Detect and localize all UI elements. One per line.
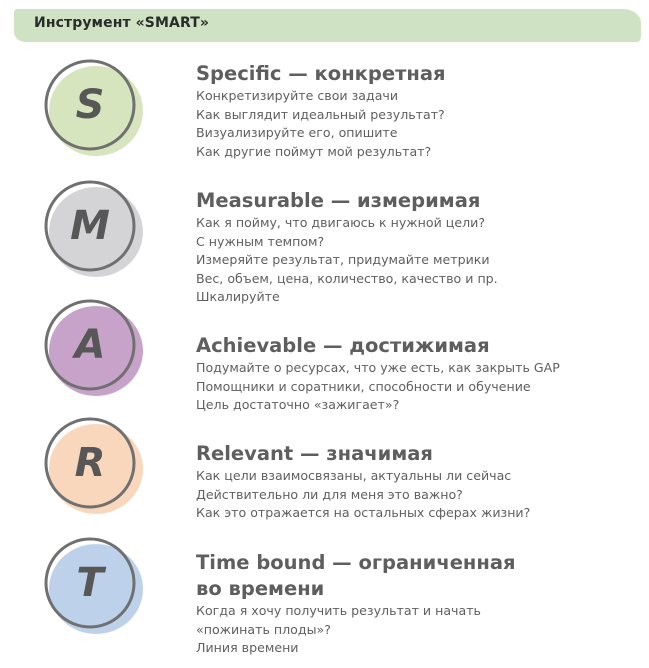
t-letter: T bbox=[76, 560, 104, 606]
measurable-line: Как я пойму, что двигаюсь к нужной цели? bbox=[196, 215, 486, 230]
measurable-line: Шкалируйте bbox=[196, 289, 280, 305]
s-letter: S bbox=[75, 82, 105, 128]
measurable-line: Измеряйте результат, придумайте метрики bbox=[196, 252, 490, 268]
specific-text bbox=[196, 61, 446, 161]
time-bound-text bbox=[196, 550, 516, 658]
a-badge bbox=[40, 295, 150, 405]
time-bound-line: «пожинать плоды»? bbox=[196, 621, 331, 637]
measurable-line: С нужным темпом? bbox=[196, 233, 325, 249]
measurable-line: Вес, объем, цена, количество, качество и пр. bbox=[196, 270, 498, 286]
specific-line: Визуализируйте его, опишите bbox=[196, 125, 398, 141]
t-badge bbox=[40, 533, 150, 643]
relevant-heading: Relevant — значимая bbox=[196, 442, 433, 465]
relevant-text bbox=[196, 441, 530, 523]
m-badge bbox=[40, 176, 150, 286]
time-bound-heading-line2: во времени bbox=[196, 577, 325, 600]
achievable-line: Помощники и соратники, способности и обучение bbox=[196, 378, 531, 394]
specific-line: Конкретизируйте свои задачи bbox=[196, 88, 399, 103]
achievable-text bbox=[196, 333, 560, 415]
achievable-line: Цель достаточно «зажигает»? bbox=[196, 397, 400, 413]
measurable-heading: Measurable — измеримая bbox=[196, 189, 481, 212]
achievable-heading: Achievable — достижимая bbox=[196, 334, 490, 357]
specific-line: Как другие поймут мой результат? bbox=[196, 143, 432, 159]
time-bound-line: Когда я хочу получить результат и начать bbox=[196, 603, 481, 618]
s-badge bbox=[40, 55, 150, 165]
relevant-line: Действительно ли для меня это важно? bbox=[196, 486, 463, 502]
page-title: Инструмент «SMART» bbox=[34, 15, 209, 31]
specific-heading: Specific — конкретная bbox=[196, 62, 446, 85]
relevant-line: Как цели взаимосвязаны, актуальны ли сейчас bbox=[196, 468, 512, 483]
specific-line: Как выглядит идеальный результат? bbox=[196, 106, 445, 122]
m-letter: M bbox=[70, 203, 110, 249]
achievable-line: Подумайте о ресурсах, что уже есть, как закрыть GAP bbox=[196, 360, 560, 375]
time-bound-heading: Time bound — ограниченная bbox=[196, 551, 516, 574]
r-badge bbox=[40, 413, 150, 523]
r-letter: R bbox=[74, 440, 106, 486]
relevant-line: Как это отражается на остальных сферах жизни? bbox=[196, 505, 531, 521]
time-bound-line: Линия времени bbox=[196, 640, 299, 656]
a-letter: A bbox=[74, 322, 106, 368]
measurable-text bbox=[196, 188, 498, 307]
